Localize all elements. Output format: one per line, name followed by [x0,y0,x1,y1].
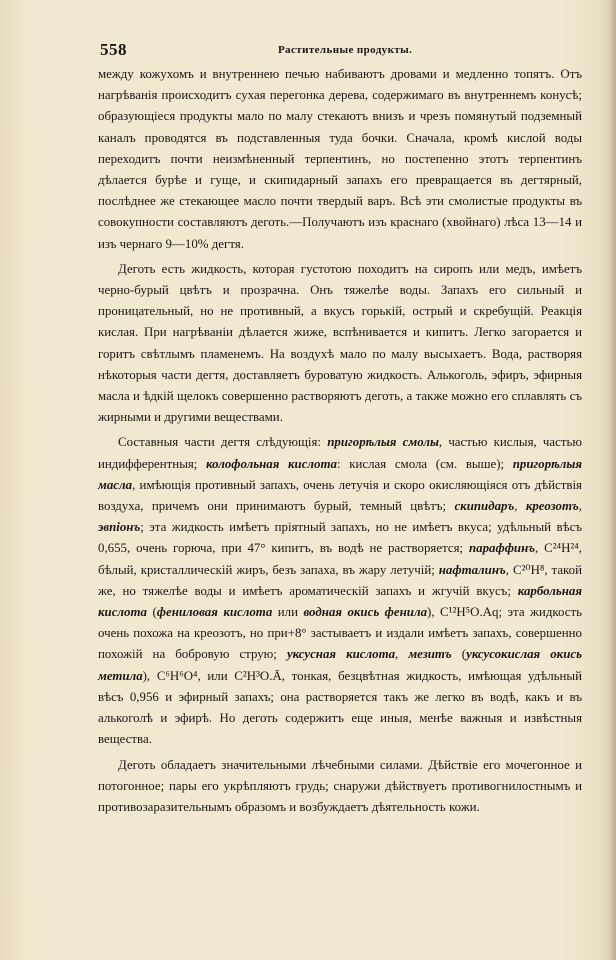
text-run: , частью кислыя, частью индифферентныя; [98,435,582,471]
page-edge-shadow [608,0,616,960]
text-run: : кислая смола (см. выше); [336,456,513,471]
italic-term: уксусокислая окись метила [98,647,582,683]
text-run: или [272,605,304,620]
italic-term: параффинъ [468,541,536,556]
text-run: , [578,499,582,514]
page-number: 558 [100,40,127,59]
paragraph-4: Деготь обладаетъ значительными лѣчебными силами. Дѣйствіе его мочегонное и потогонное; пары его укрѣпляютъ грудь; снаружи дѣйствуетъ противогнилостнымъ и противозаразительнымъ образомъ и возбуждаетъ дѣятельность кожи. [98,757,582,814]
text-run: , C²⁴H²⁴, бѣлый, кристаллическій жиръ, безъ запаха, въ жару летучій; [98,541,582,577]
text-run: ), C¹²H⁵O.Aq; эта жидкость очень похожа на креозотъ, но при+8° застываетъ и издали имѣетъ запахъ, совершенно похожій на бобровую струю; [98,605,582,662]
page-header [100,40,520,62]
italic-term: карбольная кислота [98,583,582,620]
paragraph-2: Деготь есть жидкость, которая густотою походитъ на сиропъ или медъ, имѣетъ черно-бурый цвѣтъ и прозрачна. Онъ тяжелѣе воды. Запахъ его сильный и проницательный, но не противный, а вкусъ горькій, острый и скребущій. Реакція кислая. При нагрѣваніи дѣлается жиже, вспѣнивается и кипитъ. Легко загорается и горитъ свѣтлымъ пламенемъ. На воздухѣ мало по малу высыхаетъ. Вода, растворяя нѣкоторыя части дегтя, доставляетъ буроватую жидкость. Алькоголь, эфиръ, эфирныя масла и ѣдкій щелокъ совершенно растворяютъ деготь, а также можно его сплавлять съ жирными и другими веществами. [98,261,582,425]
text-run: ; эта жидкость имѣетъ пріятный запахъ, но не имѣетъ вкуса; удѣльный вѣсъ 0,655, очень горюча, при 47° кипитъ, въ водѣ не растворяется; [98,520,582,556]
text-run: ( [451,647,467,662]
italic-term: фениловая кислота [156,605,273,620]
italic-term: пригорѣлыя масла [98,456,582,492]
italic-term: мезитъ [408,647,452,662]
text-run: , [514,499,526,514]
text-run: , [395,647,409,662]
italic-term: эвпіонъ [98,520,141,535]
text-run: , имѣющія противный запахъ, очень летучія и скоро окисляющіяся отъ дѣйствія воздуха, причемъ они принимаютъ бурый, темный цвѣтъ; [98,477,582,514]
body-text [98,64,582,818]
text-run: ), C⁶H⁶O⁴, или C²H³O.Ā, тонкая, безцвѣтная жидкость, имѣющая удѣльный вѣсъ 0,956 и эфирный запахъ; она растворяется такъ же легко въ водѣ, какъ и въ алькоголѣ и эфирѣ. Но деготь содержитъ еще иныя, менѣе важныя и извѣстныя вещества. [98,668,582,747]
italic-term: уксусная кислота [286,647,396,662]
italic-term: колофольная кислота [206,456,337,471]
text-run: Составныя части дегтя слѣдующія: [118,435,328,450]
running-head: Растительные продукты. [278,44,413,56]
text-run: ( [146,605,157,620]
text-run: , C²⁰H⁸, такой же, но тяжелѣе воды и имѣетъ ароматическій запахъ и жгучій вкусъ; [98,562,583,598]
italic-term: креозотъ [525,499,579,514]
paragraph-1: между кожухомъ и внутреннею печью набиваютъ дровами и медленно топятъ. Отъ нагрѣванія происходитъ сухая перегонка дерева, содержимаго въ внутреннемъ конусѣ; образующіеся продукты мало по малу стекаютъ внизъ и чрезъ помянутый подземный каналъ проводятся въ подставленныя туда бочки. Сначала, кромѣ кислой воды переходитъ почти неизмѣненный терпентинъ, но постепенно этотъ терпентинъ дѣлается бурѣе и гуще, и скипидарный запахъ его превращается въ дегтярный, послѣднее же стекающее масло почти твердый варъ. Всѣ эти смолистые продукты въ совокупности составляютъ деготь.—Получаютъ изъ краснаго (хвойнаго) лѣса 13—14 и изъ чернаго 9—10% дегтя. [98,67,582,251]
paragraph-3 [98,432,582,750]
italic-term: нафталинъ [438,562,506,577]
italic-term: водная окись фенила [303,605,428,620]
italic-term: пригорѣлыя смолы [327,435,439,450]
italic-term: скипидаръ [454,499,515,514]
